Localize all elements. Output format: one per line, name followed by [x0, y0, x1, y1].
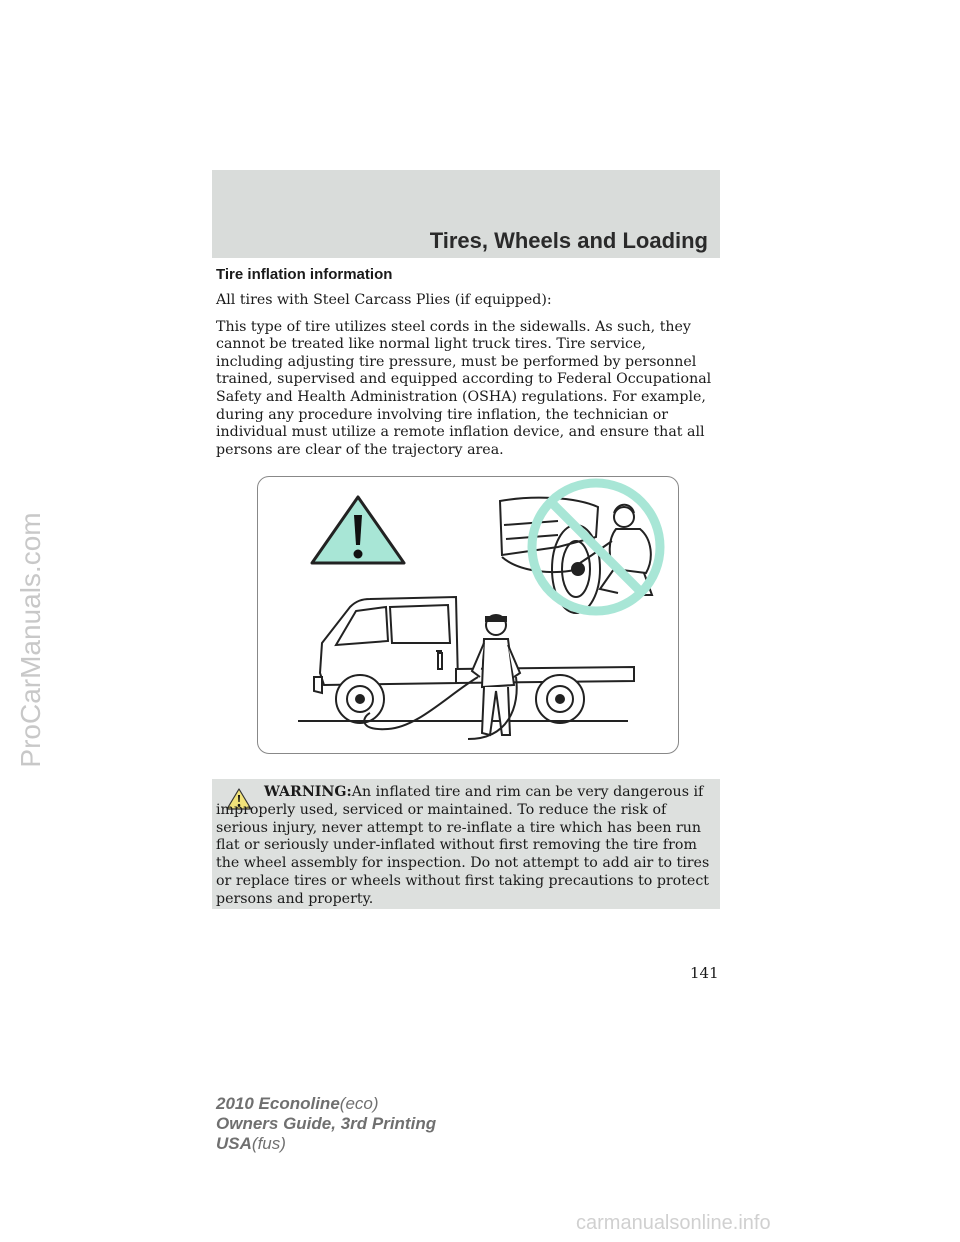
- warning-label: WARNING:: [264, 784, 352, 800]
- body-paragraph: This type of tire utilizes steel cords in the sidewalls. As such, they cannot be treated like normal light truck tires. Tire service, including adjusting tire pressure, must be performed by personnel trained, supervised and equipped according to Federal Occupational Safety and Health Administration (OSHA) regulations. For example, during any procedure involving tire inflation, the technician or individual must utilize a remote inflation device, and ensure that all persons are clear of the trajectory area.: [216, 318, 712, 458]
- intro-paragraph: All tires with Steel Carcass Plies (if equipped):: [216, 292, 552, 308]
- side-watermark: [6, 470, 56, 810]
- side-watermark-text: ProCarManuals.com: [15, 512, 46, 768]
- sub-heading: Tire inflation information: [216, 266, 393, 283]
- bottom-watermark: carmanualsonline.info: [576, 1212, 771, 1234]
- footer-model-code: (eco): [339, 1094, 379, 1113]
- footer-market-code: (fus): [251, 1134, 286, 1153]
- warning-box: [212, 779, 720, 909]
- warning-triangle-icon: [312, 497, 404, 563]
- section-title: Tires, Wheels and Loading: [429, 228, 708, 253]
- warning-text: [216, 784, 712, 909]
- warning-body: An inflated tire and rim can be very dangerous if improperly used, serviced or maintained. To reduce the risk of serious injury, never attempt to re-inflate a tire which has been run flat or seriously under-inflated without first removing the tire from the wheel assembly for inspection. Do not attempt to add air to tires or replace tires or wheels without first taking precautions to protect persons and property.: [216, 784, 710, 907]
- page-number: 141: [690, 964, 719, 982]
- main-content: [216, 266, 716, 468]
- section-header: [212, 170, 720, 258]
- document-footer: [216, 1094, 436, 1154]
- tire-inflation-illustration: [257, 476, 679, 754]
- footer-market: USA: [216, 1134, 252, 1153]
- footer-guide: Owners Guide, 3rd Printing: [216, 1114, 437, 1133]
- crouching-technician: [500, 498, 652, 613]
- footer-model: 2010 Econoline: [216, 1094, 340, 1113]
- flatbed-truck: [298, 597, 634, 723]
